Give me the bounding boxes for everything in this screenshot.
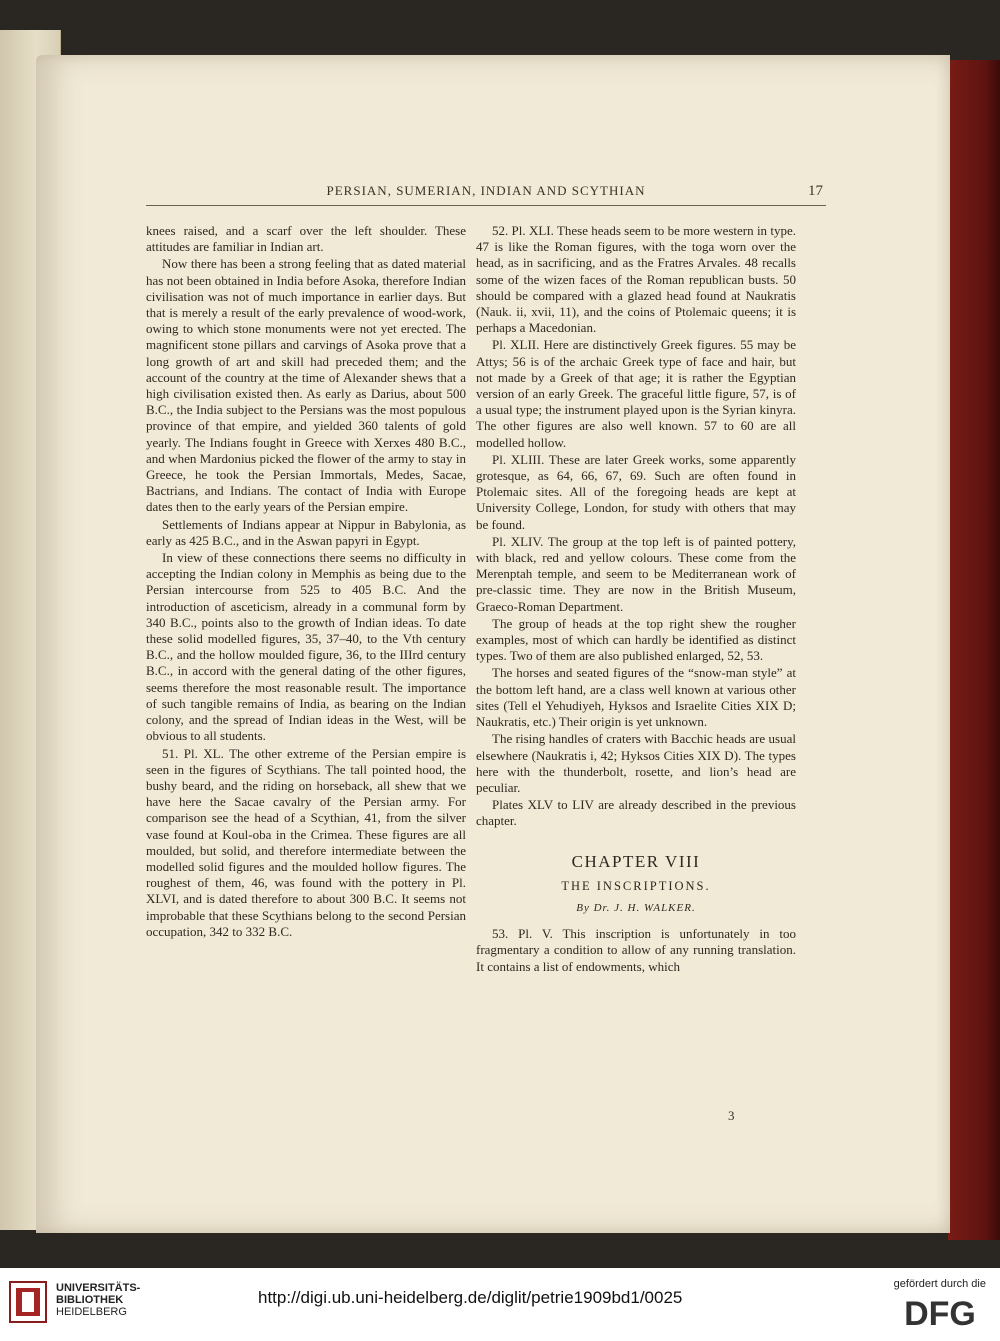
header-rule <box>146 205 826 206</box>
paragraph: The rising handles of craters with Bacchic heads are usual elsewhere (Naukratis i, 42; Hyksos Cities XIX D). The types here with the thunderbolt, rosette, and lion’s head are peculiar. <box>476 731 796 795</box>
dfg-logo <box>892 1295 988 1329</box>
paragraph: Plates XLV to LIV are already described in the previous chapter. <box>476 797 796 829</box>
paragraph: 52. Pl. XLI. These heads seem to be more western in type. 47 is like the Roman figures, with the toga worn over the head, as in sacrificing, and as the Fratres Arvales. 48 recalls some of the wizen faces of the Roman republican busts. 50 should be compared with a glazed head found at Naukratis (Nauk. ii, xvii, 11), and the coins of Ptolemaic queens; it is perhaps a Macedonian. <box>476 223 796 336</box>
paragraph: Pl. XLIV. The group at the top left is of painted pottery, with black, red and yellow colours. These come from the Merenptah temple, and seem to be Mediterranean work of pre-classic time. They are now in the British Museum, Graeco-Roman Department. <box>476 533 796 614</box>
running-header: PERSIAN, SUMERIAN, INDIAN AND SCYTHIAN <box>326 183 646 198</box>
left-column <box>146 223 466 941</box>
chapter-title: CHAPTER VIII <box>571 851 701 871</box>
paragraph: Now there has been a strong feeling that as dated material has not been obtained in India before Asoka, therefore Indian civilisation was not of much importance in earlier days. But that is merely a result of the early prevalence of wood-work, owing to which stone monuments were not yet erected. The magnificent stone pillars and carvings of Asoka prove that a long growth of art and skill had preceded them; and the account of the country at the time of Alexander shews that a high civilisation existed then. As early as Darius, about 500 B.C., the India subject to the Persians was the most populous province of that empire, and yielded 360 talents of gold yearly. The Indians fought in Greece with Xerxes 480 B.C., and when Mardonius picked the flower of the army to stay in Greece, he took the Persian Immortals, Medes, Sacae, Bactrians, and Indians. The contact of India with Europe dates then to the early years of the Persian empire. <box>146 256 466 515</box>
page-number: 17 <box>808 183 823 199</box>
paragraph: 51. Pl. XL. The other extreme of the Persian empire is seen in the figures of Scythians. The tall pointed hood, the bushy beard, and the riding on horseback, all shew that we have here the Sacae cavalry of the Persian army. For comparison see the head of a Scythian, 41, from the silver vase found at Koul-oba in the Crimea. These figures are all moulded, but solid, and therefore intermediate between the modelled solid figures and the moulded hollow figures. The roughest of them, 46, was found with the pottery in Pl. XLVI, and is dated therefore to about 300 B.C. It seems not improbable that these Scythians belong to the second Persian occupation, 342 to 332 B.C. <box>146 745 466 939</box>
paragraph: Settlements of Indians appear at Nippur in Babylonia, as early as 425 B.C., and in the Aswan papyri in Egypt. <box>146 516 466 548</box>
paragraph: The group of heads at the top right shew the rougher examples, most of which can hardly be identified as distinct types. Two of them are also published enlarged, 52, 53. <box>476 615 796 664</box>
footer <box>0 1268 1000 1341</box>
right-column <box>476 223 796 976</box>
institution-name: UNIVERSITÄTS- BIBLIOTHEK HEIDELBERG <box>56 1282 141 1318</box>
svg-text:DFG: DFG <box>904 1295 976 1329</box>
university-seal-icon <box>8 1280 48 1324</box>
paragraph: The horses and seated figures of the “snow-man style” at the bottom left hand, are a class well known at various other sites (Tell el Yehudiyeh, Hyksos and Israelite Cities XIX D; Naukratis, etc.) Their origin is yet unknown. <box>476 665 796 730</box>
paragraph: In view of these connections there seems no difficulty in accepting the Indian colony in Memphis as being due to the Persian intercourse from 525 to 405 B.C. And the introduction of asceticism, already in a communal form by 340 B.C., points also to the growth of Indian ideas. To date these solid modelled figures, 35, 37–40, to the Vth century B.C., and the hollow moulded figure, 36, to the IIIrd century B.C., in accord with the general dating of the other figures, seems therefore the most reasonable result. The importance of such tangible remains of India, as bearing on the Indian colony, and the spread of Indian ideas in the West, will be obvious to all students. <box>146 550 466 744</box>
paragraph: 53. Pl. V. This inscription is unfortunately in too fragmentary a condition to allow of any running translation. It contains a list of endowments, which <box>476 926 796 974</box>
signature-mark: 3 <box>728 1108 735 1123</box>
funded-by-label: gefördert durch die <box>893 1278 986 1290</box>
chapter-author: By Dr. J. H. WALKER. <box>576 901 696 914</box>
permalink-url[interactable]: http://digi.ub.uni-heidelberg.de/diglit/petrie1909bd1/0025 <box>258 1288 683 1307</box>
paragraph: Pl. XLIII. These are later Greek works, some apparently grotesque, as 64, 66, 67, 69. Such are often found in Ptolemaic sites. All of the foregoing heads are kept at University College, London, for study with others that may be found. <box>476 451 796 532</box>
paragraph: Pl. XLII. Here are distinctively Greek figures. 55 may be Attys; 56 is of the archaic Greek type of face and hair, but not made by a Greek of that age; it is rather the Egyptian version of an early Greek. The graceful little figure, 57, is of a usual type; the instrument played upon is the Syrian kinyra. The other figures are also well known. 57 to 60 are all modelled hollow. <box>476 337 796 450</box>
book-page <box>36 55 950 1233</box>
chapter-subtitle: THE INSCRIPTIONS. <box>561 878 711 893</box>
book-cover-edge <box>948 60 1000 1240</box>
paragraph: knees raised, and a scarf over the left shoulder. These attitudes are familiar in Indian art. <box>146 223 466 255</box>
